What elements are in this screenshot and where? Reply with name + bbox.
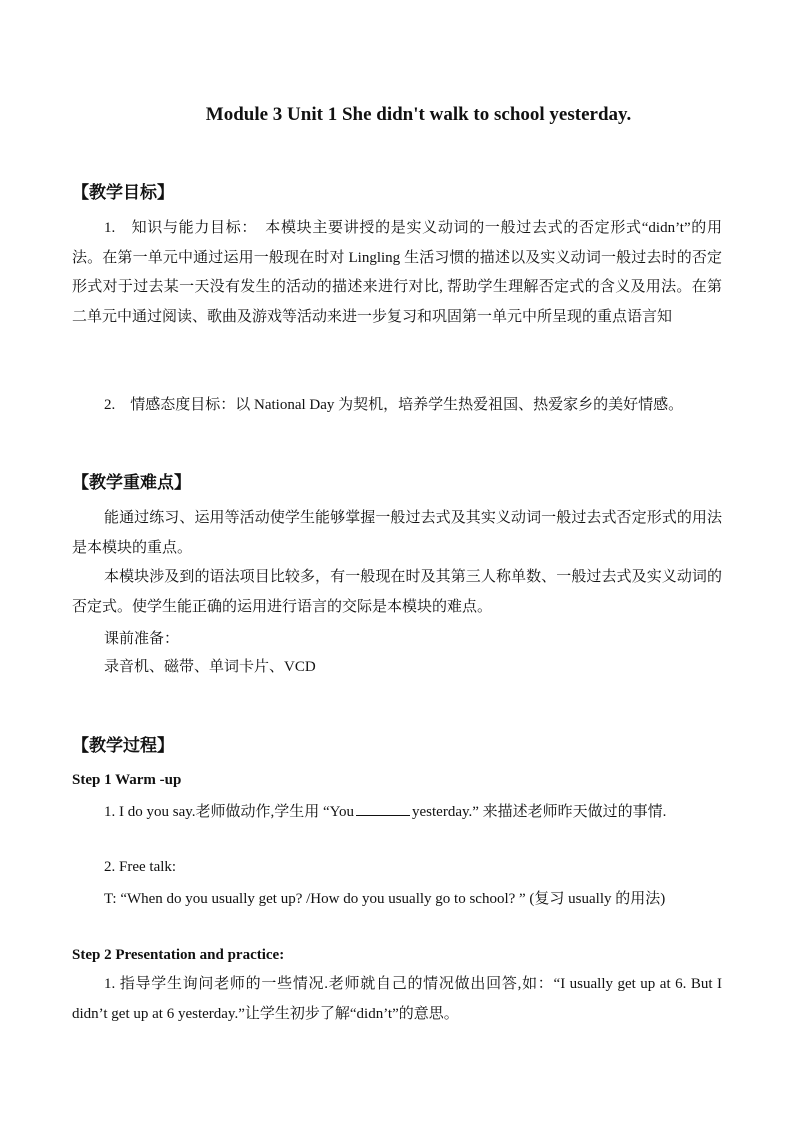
step-1-line-2: 2. Free talk:: [104, 859, 177, 875]
step-2-paragraph: 1. 指导学生询问老师的一些情况.老师就自己的情况做出回答,如：“I usually get up at 6. But I didn’t get up at 6 yesterday.”让学生初步了解“didn’t”的意思。: [72, 976, 722, 1022]
key-points-heading: 【教学重难点】: [72, 473, 191, 493]
step-1-line-1-part-b: yesterday.” 来描述老师昨天做过的事情.: [412, 804, 667, 820]
process-heading: 【教学过程】: [72, 736, 174, 756]
page-title: Module 3 Unit 1 She didn't walk to school yesterday.: [205, 104, 632, 125]
step-2-title: Step 2 Presentation and practice:: [72, 947, 285, 963]
objectives-item-2: 2. 情感态度目标：以 National Day 为契机，培养学生热爱祖国、热爱家乡的美好情感。: [104, 397, 684, 413]
preparation-label: 课前准备：: [104, 631, 180, 647]
fill-in-blank: [356, 803, 410, 816]
objectives-item-1: 1. 知识与能力目标： 本模块主要讲授的是实义动词的一般过去式的否定形式“didn’t”的用法。在第一单元中通过运用一般现在时对 Lingling 生活习惯的描述以及实义动词一般过去时的否定形式对于过去某一天没有发生的活动的描述来进行对比, 帮助学生理解否定式的含义及用法。在第二单元中通过阅读、歌曲及游戏等活动来进一步复习和巩固第一单元中所呈现的重点语言知: [72, 220, 722, 325]
step-1-line-1: [104, 800, 666, 821]
step-1-line-3: T: “When do you usually get up? /How do you usually go to school? ” (复习 usually 的用法): [104, 891, 666, 907]
key-points-paragraph-2: 本模块涉及到的语法项目比较多，有一般现在时及其第三人称单数、一般过去式及实义动词的否定式。使学生能正确的运用进行语言的交际是本模块的难点。: [72, 569, 722, 615]
key-points-paragraph-1: 能通过练习、运用等活动使学生能够掌握一般过去式及其实义动词一般过去式否定形式的用法是本模块的重点。: [72, 510, 722, 556]
preparation-items: 录音机、磁带、单词卡片、VCD: [104, 659, 316, 675]
objectives-heading: 【教学目标】: [72, 183, 174, 203]
step-1-line-1-part-a: 1. I do you say.老师做动作,学生用 “You: [104, 804, 355, 820]
step-1-title: Step 1 Warm -up: [72, 772, 182, 788]
